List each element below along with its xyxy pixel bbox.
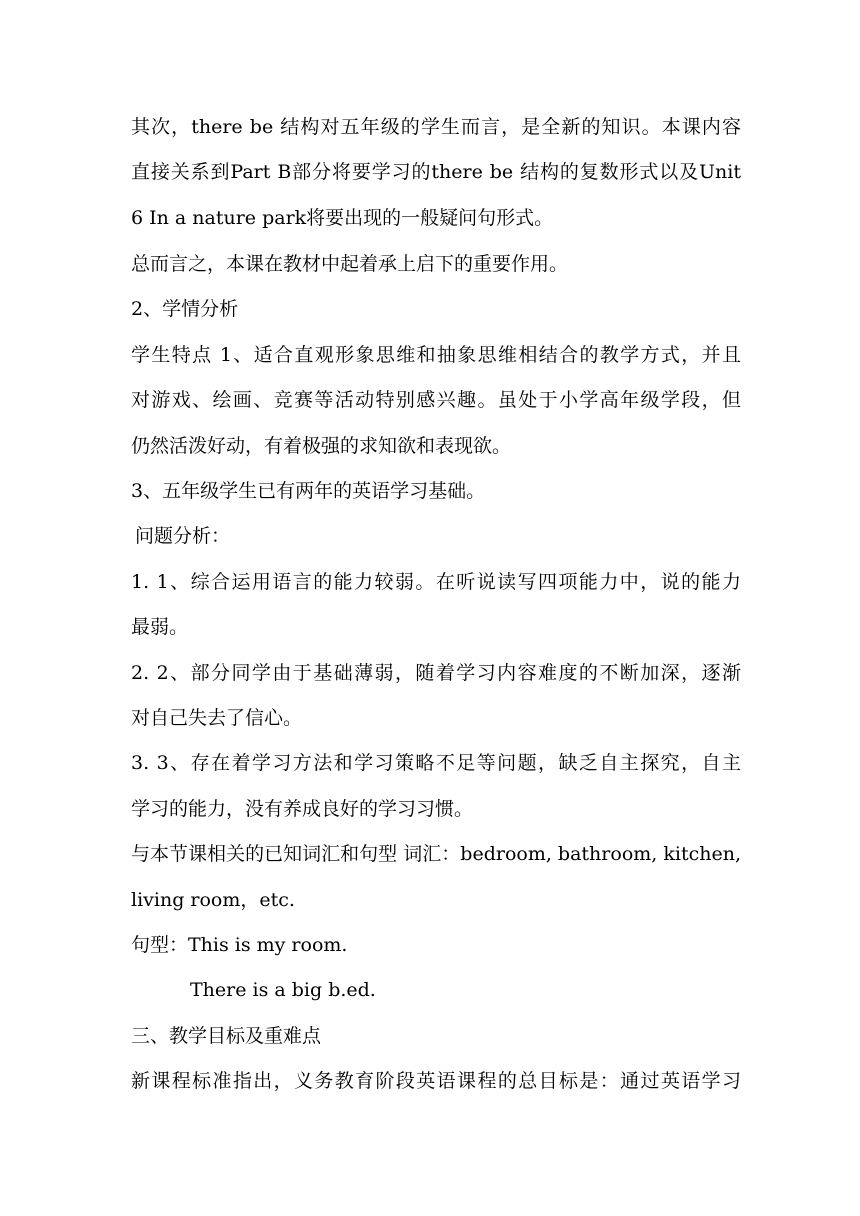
paragraph-line: 仍然活泼好动，有着极强的求知欲和表现欲。 bbox=[131, 435, 512, 457]
sentence-pattern-line: 句型：This is my room. bbox=[131, 934, 348, 956]
section-heading: 2、学情分析 bbox=[131, 298, 239, 320]
section-heading: 三、教学目标及重难点 bbox=[131, 1025, 322, 1047]
paragraph-line: 对游戏、绘画、竞赛等活动特别感兴趣。虽处于小学高年级学段，但 bbox=[131, 389, 741, 411]
paragraph-line: living room，etc. bbox=[131, 889, 295, 911]
paragraph-line: 其次，there be 结构对五年级的学生而言，是全新的知识。本课内容 bbox=[131, 116, 741, 138]
list-item: 3. 3、存在着学习方法和学习策略不足等问题，缺乏自主探究，自主 bbox=[131, 752, 741, 774]
list-item-continuation: 学习的能力，没有养成良好的学习习惯。 bbox=[131, 798, 474, 820]
paragraph-line: 与本节课相关的已知词汇和句型 词汇：bedroom, bathroom, kitchen, bbox=[131, 843, 741, 865]
paragraph-line: 直接关系到Part B部分将要学习的there be 结构的复数形式以及Unit bbox=[131, 161, 741, 183]
sentence-pattern-line: There is a big b.ed. bbox=[190, 979, 376, 1001]
paragraph-line: 总而言之，本课在教材中起着承上启下的重要作用。 bbox=[131, 253, 569, 275]
list-item: 2. 2、部分同学由于基础薄弱，随着学习内容难度的不断加深，逐渐 bbox=[131, 662, 741, 684]
list-item: 1. 1、综合运用语言的能力较弱。在听说读写四项能力中，说的能力 bbox=[131, 571, 741, 593]
list-item-continuation: 对自己失去了信心。 bbox=[131, 707, 303, 729]
paragraph-line: 新课程标准指出，义务教育阶段英语课程的总目标是：通过英语学习 bbox=[131, 1070, 741, 1092]
paragraph-line: 6 In a nature park将要出现的一般疑问句形式。 bbox=[131, 207, 554, 229]
paragraph-line: 学生特点 1、适合直观形象思维和抽象思维相结合的教学方式，并且 bbox=[131, 344, 741, 366]
subheading: 问题分析： bbox=[135, 525, 231, 547]
paragraph-line: 3、五年级学生已有两年的英语学习基础。 bbox=[131, 480, 486, 502]
list-item-continuation: 最弱。 bbox=[131, 616, 189, 638]
